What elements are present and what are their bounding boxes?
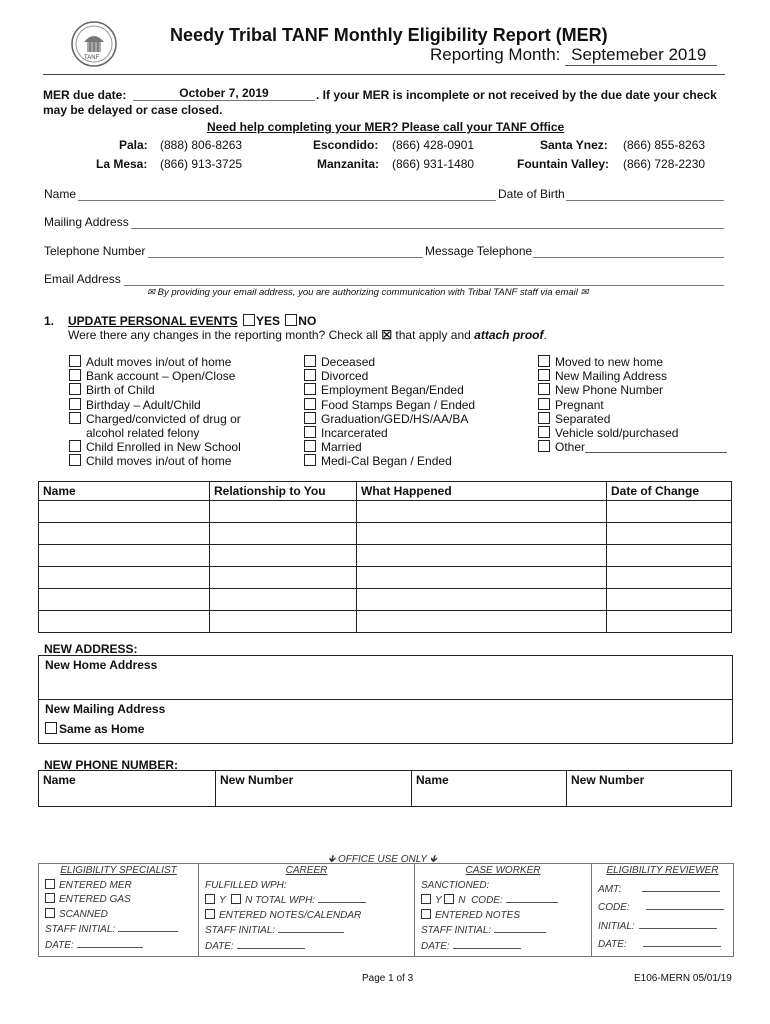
career-column (199, 864, 415, 956)
event-checkbox[interactable] (304, 398, 316, 410)
event-label: New Mailing Address (555, 369, 668, 384)
event-option[interactable] (538, 398, 727, 412)
reviewer-title: ELIGIBILITY REVIEWER (606, 865, 719, 876)
event-label: Moved to new home (555, 355, 664, 369)
event-option[interactable] (69, 383, 241, 397)
event-label: Other (555, 440, 586, 455)
new-phone-title: NEW PHONE NUMBER: (44, 758, 178, 772)
question-text-b: that apply and (395, 328, 471, 342)
table-cell[interactable] (210, 589, 357, 611)
event-checkbox[interactable] (69, 369, 81, 381)
career-initial (205, 923, 408, 939)
office-use-title-text: OFFICE USE ONLY (337, 854, 427, 865)
reviewer-code-label: CODE: (598, 902, 630, 913)
event-checkbox[interactable] (69, 454, 81, 466)
message-telephone-input[interactable] (533, 243, 724, 258)
same-as-home-checkbox[interactable] (45, 722, 57, 734)
arrow-down-icon: 🡻 (328, 854, 336, 865)
event-option[interactable] (538, 369, 727, 383)
event-option[interactable] (538, 355, 727, 369)
specialist-date (45, 938, 192, 954)
event-option[interactable] (304, 369, 475, 383)
career-notes-label: ENTERED NOTES/CALENDAR (219, 909, 362, 921)
message-telephone-label: Message Telephone (425, 244, 533, 258)
reviewer-date-input[interactable] (643, 937, 721, 947)
new-phone-table (38, 770, 732, 807)
event-checkbox[interactable] (69, 355, 81, 367)
event-label: Divorced (321, 369, 369, 384)
events-col-2 (304, 355, 475, 469)
event-option[interactable] (538, 426, 727, 440)
career-yn (205, 893, 408, 909)
career-initial-label: STAFF INITIAL: (205, 925, 276, 936)
event-option[interactable] (538, 383, 727, 397)
phone-col-name-2[interactable]: Name (412, 771, 567, 807)
yes-label: YES (255, 314, 280, 328)
phone-col-name-1[interactable]: Name (39, 771, 216, 807)
event-label: Adult moves in/out of home (86, 355, 232, 369)
new-address-divider (39, 699, 732, 700)
event-option[interactable] (304, 454, 475, 468)
table-cell[interactable] (357, 501, 607, 523)
office-santa-ynez-name: Santa Ynez: (540, 138, 608, 152)
event-checkbox[interactable] (304, 440, 316, 452)
table-cell[interactable] (607, 545, 732, 567)
events-col-1 (69, 355, 241, 469)
event-checkbox[interactable] (304, 454, 316, 466)
event-checkbox[interactable] (304, 383, 316, 395)
caseworker-n-checkbox[interactable] (444, 894, 454, 904)
mailing-address-input[interactable] (131, 214, 724, 229)
event-label: Medi-Cal Began / Ended (321, 454, 452, 469)
event-checkbox[interactable] (69, 412, 81, 424)
table-cell[interactable] (210, 545, 357, 567)
caseworker-sanctioned: SANCTIONED: (421, 879, 490, 891)
career-n-checkbox[interactable] (231, 894, 241, 904)
phone-col-number-1[interactable]: New Number (216, 771, 412, 807)
table-cell[interactable] (210, 501, 357, 523)
office-manzanita-name: Manzanita: (317, 157, 380, 171)
other-input[interactable] (585, 441, 727, 453)
career-notes[interactable] (205, 909, 408, 924)
header-rule (43, 74, 725, 75)
no-label: NO (298, 314, 317, 328)
table-cell[interactable] (39, 567, 210, 589)
section-title-text: UPDATE PERSONAL EVENTS (68, 314, 238, 328)
specialist-date-label: DATE: (45, 939, 74, 951)
table-cell[interactable] (39, 545, 210, 567)
table-cell[interactable] (39, 501, 210, 523)
dob-input[interactable] (566, 186, 724, 201)
event-label: Deceased (321, 355, 376, 369)
event-checkbox[interactable] (69, 440, 81, 452)
event-option[interactable] (304, 426, 475, 440)
office-use-box (38, 863, 734, 957)
reporting-month-value[interactable]: Septemeber 2019 (565, 45, 717, 66)
event-option[interactable] (304, 398, 475, 412)
caseworker-y-label: Y (435, 895, 442, 906)
office-manzanita-phone: (866) 931-1480 (392, 157, 475, 171)
name-label: Name (44, 187, 77, 201)
office-la-mesa-name: La Mesa: (96, 157, 148, 171)
events-table (38, 481, 732, 633)
logo-text: TANF (84, 55, 100, 61)
office-fountain-valley-name: Fountain Valley: (517, 157, 610, 171)
career-n-label: N (245, 895, 253, 906)
event-label: Married (321, 440, 362, 455)
new-home-address-input[interactable] (39, 672, 732, 698)
caseworker-column (415, 864, 592, 956)
specialist-title: ELIGIBILITY SPECIALIST (60, 865, 177, 876)
event-label: alcohol related felony (86, 426, 200, 441)
table-cell[interactable] (607, 523, 732, 545)
career-y-label: Y (219, 895, 226, 906)
caseworker-initial-input[interactable] (494, 923, 546, 933)
event-label: Birth of Child (86, 383, 155, 398)
event-option[interactable] (538, 412, 727, 426)
table-cell[interactable] (607, 589, 732, 611)
table-cell[interactable] (357, 545, 607, 567)
col-header-what-happened: What Happened (357, 482, 607, 501)
caseworker-initial (421, 923, 585, 939)
col-header-date-of-change: Date of Change (607, 482, 732, 501)
col-header-name: Name (39, 482, 210, 501)
reviewer-initial-input[interactable] (639, 919, 717, 929)
table-cell[interactable] (39, 589, 210, 611)
caseworker-yn (421, 893, 585, 909)
question-text-c: attach proof (474, 328, 544, 342)
office-la-mesa-phone: (866) 913-3725 (160, 157, 243, 171)
event-option[interactable] (69, 355, 241, 369)
section-title (68, 314, 316, 328)
table-cell[interactable] (39, 611, 210, 633)
table-cell[interactable] (607, 501, 732, 523)
caseworker-code-input[interactable] (506, 893, 558, 903)
events-col-3 (538, 355, 727, 454)
specialist-initial-label: STAFF INITIAL: (45, 924, 116, 935)
due-notice-1: . If your MER is incomplete or not received by the due date your check (316, 88, 717, 102)
reviewer-code-input[interactable] (646, 900, 724, 910)
envelope-icon: ✉ (147, 287, 155, 298)
office-escondido-name: Escondido: (313, 138, 379, 152)
table-cell[interactable] (357, 567, 607, 589)
table-cell[interactable] (39, 523, 210, 545)
event-checkbox[interactable] (69, 383, 81, 395)
event-checkbox[interactable] (538, 369, 550, 381)
table-cell[interactable] (357, 589, 607, 611)
section-question (68, 328, 547, 342)
career-notes-checkbox[interactable] (205, 909, 215, 919)
office-escondido-phone: (866) 428-0901 (392, 138, 475, 152)
email-input[interactable] (124, 271, 724, 286)
due-notice-2: may be delayed or case closed. (43, 103, 223, 117)
event-option[interactable] (69, 454, 241, 468)
event-checkbox[interactable] (538, 412, 550, 424)
new-mailing-address-label: New Mailing Address (45, 702, 166, 716)
event-label: Incarcerated (321, 426, 388, 441)
specialist-item[interactable] (45, 908, 192, 923)
caseworker-date-label: DATE: (421, 940, 450, 952)
table-row (39, 501, 732, 523)
caseworker-date (421, 939, 585, 955)
envelope-icon: ✉ (580, 287, 589, 298)
table-cell[interactable] (210, 611, 357, 633)
event-checkbox[interactable] (538, 398, 550, 410)
specialist-checkbox[interactable] (45, 879, 55, 889)
event-label: Child Enrolled in New School (86, 440, 241, 455)
new-address-box (38, 655, 733, 744)
table-cell[interactable] (607, 567, 732, 589)
event-option[interactable] (69, 412, 241, 426)
event-checkbox[interactable] (538, 355, 550, 367)
no-checkbox[interactable] (285, 314, 297, 326)
reviewer-column (592, 864, 734, 956)
caseworker-notes-label: ENTERED NOTES (435, 909, 521, 921)
caseworker-initial-label: STAFF INITIAL: (421, 925, 492, 936)
reviewer-amt (598, 882, 727, 898)
event-checkbox[interactable] (304, 355, 316, 367)
reviewer-date (598, 937, 727, 953)
table-row (39, 589, 732, 611)
telephone-input[interactable] (148, 243, 423, 258)
event-option[interactable] (304, 440, 475, 454)
telephone-label: Telephone Number (44, 244, 146, 258)
event-option[interactable] (69, 440, 241, 454)
event-checkbox[interactable] (69, 398, 81, 410)
event-label: Bank account – Open/Close (86, 369, 236, 384)
caseworker-y-checkbox[interactable] (421, 894, 431, 904)
office-pala-name: Pala: (119, 138, 148, 152)
specialist-item-label: ENTERED MER (59, 879, 132, 891)
due-date-label: MER due date: (43, 88, 127, 102)
event-checkbox[interactable] (538, 440, 550, 452)
same-as-home-label: Same as Home (59, 722, 145, 736)
career-total-label: TOTAL WPH: (255, 895, 316, 906)
email-note-text: By providing your email address, you are authorizing communication with Tribal TANF staff via email (157, 287, 578, 298)
table-row (39, 523, 732, 545)
specialist-item-label: SCANNED (59, 908, 108, 920)
specialist-checkbox[interactable] (45, 908, 55, 918)
reviewer-initial (598, 919, 727, 935)
specialist-column (39, 864, 199, 956)
caseworker-code-label: CODE: (471, 895, 503, 906)
office-santa-ynez-phone: (866) 855-8263 (623, 138, 706, 152)
career-date (205, 939, 408, 955)
event-checkbox[interactable] (304, 369, 316, 381)
table-cell[interactable] (357, 611, 607, 633)
specialist-date-input[interactable] (77, 938, 143, 948)
event-label: Food Stamps Began / Ended (321, 397, 476, 412)
table-cell[interactable] (210, 523, 357, 545)
reviewer-initial-label: INITIAL: (598, 920, 635, 932)
table-cell[interactable] (357, 523, 607, 545)
office-pala-phone: (888) 806-8263 (160, 138, 243, 152)
event-label: Vehicle sold/purchased (555, 426, 679, 441)
reviewer-date-label: DATE: (598, 939, 627, 950)
table-row (39, 545, 732, 567)
yes-checkbox[interactable] (243, 314, 255, 326)
question-text-d: . (543, 328, 547, 342)
event-option[interactable] (304, 412, 475, 426)
table-row (39, 611, 732, 633)
table-cell[interactable] (607, 611, 732, 633)
reviewer-amt-input[interactable] (642, 882, 720, 892)
career-y-checkbox[interactable] (205, 894, 215, 904)
career-date-input[interactable] (237, 939, 305, 949)
table-cell[interactable] (210, 567, 357, 589)
due-date-value[interactable]: October 7, 2019 (133, 86, 315, 101)
event-option[interactable] (304, 355, 475, 369)
caseworker-title: CASE WORKER (465, 865, 541, 876)
email-label: Email Address (44, 272, 121, 286)
question-text-a: Were there any changes in the reporting month? Check all (68, 328, 378, 342)
event-option[interactable] (538, 440, 727, 454)
event-label: Charged/convicted of drug or (86, 411, 241, 426)
email-note (147, 287, 589, 298)
table-row (39, 567, 732, 589)
specialist-item[interactable] (45, 893, 192, 908)
form-id: E106-MERN 05/01/19 (634, 973, 732, 984)
specialist-item-label: ENTERED GAS (59, 894, 131, 905)
dob-label: Date of Birth (498, 187, 565, 201)
caseworker-notes-checkbox[interactable] (421, 909, 431, 919)
event-label: Pregnant (555, 397, 604, 412)
event-option[interactable] (69, 398, 241, 412)
event-option[interactable] (304, 383, 475, 397)
reviewer-code (598, 900, 727, 916)
col-header-relationship: Relationship to You (210, 482, 357, 501)
event-option[interactable] (69, 369, 241, 383)
tribal-logo (70, 20, 118, 68)
event-checkbox[interactable] (304, 412, 316, 424)
new-home-address-label: New Home Address (45, 658, 158, 672)
event-label: Graduation/GED/HS/AA/BA (321, 411, 469, 426)
arrow-down-icon: 🡻 (429, 854, 437, 865)
help-line: Need help completing your MER? Please call your TANF Office (207, 120, 565, 134)
event-option-continued (69, 426, 241, 440)
caseworker-notes[interactable] (421, 909, 585, 924)
specialist-initial (45, 922, 192, 938)
career-title: CAREER (285, 865, 328, 876)
specialist-item[interactable] (45, 879, 192, 894)
page-title: Needy Tribal TANF Monthly Eligibility Report (MER) (170, 25, 608, 45)
career-total-input[interactable] (318, 893, 366, 903)
career-fulfilled: FULFILLED WPH: (205, 879, 287, 891)
event-label: Birthday – Adult/Child (86, 397, 201, 412)
event-label: Employment Began/Ended (321, 383, 464, 398)
event-checkbox[interactable] (304, 426, 316, 438)
career-date-label: DATE: (205, 940, 234, 952)
page-number: Page 1 of 3 (362, 973, 414, 984)
event-label: New Phone Number (555, 383, 664, 398)
career-initial-input[interactable] (278, 923, 344, 933)
reporting-month (430, 45, 717, 66)
phone-col-number-2[interactable]: New Number (567, 771, 732, 807)
event-label: Child moves in/out of home (86, 454, 232, 469)
reviewer-amt-label: AMT: (598, 883, 622, 895)
event-label: Separated (555, 411, 611, 426)
section-number: 1. (44, 314, 55, 328)
mailing-address-label: Mailing Address (44, 215, 129, 229)
caseworker-date-input[interactable] (453, 939, 521, 949)
name-input[interactable] (78, 186, 496, 201)
specialist-checkbox[interactable] (45, 893, 55, 903)
caseworker-n-label: N (458, 895, 466, 906)
checked-box-icon: ☒ (381, 328, 393, 342)
same-as-home[interactable] (45, 722, 144, 736)
event-checkbox[interactable] (538, 383, 550, 395)
office-fountain-valley-phone: (866) 728-2230 (623, 157, 706, 171)
event-checkbox[interactable] (538, 426, 550, 438)
reporting-month-label: Reporting Month: (430, 45, 561, 64)
new-address-title: NEW ADDRESS: (44, 642, 138, 656)
specialist-initial-input[interactable] (118, 922, 178, 932)
